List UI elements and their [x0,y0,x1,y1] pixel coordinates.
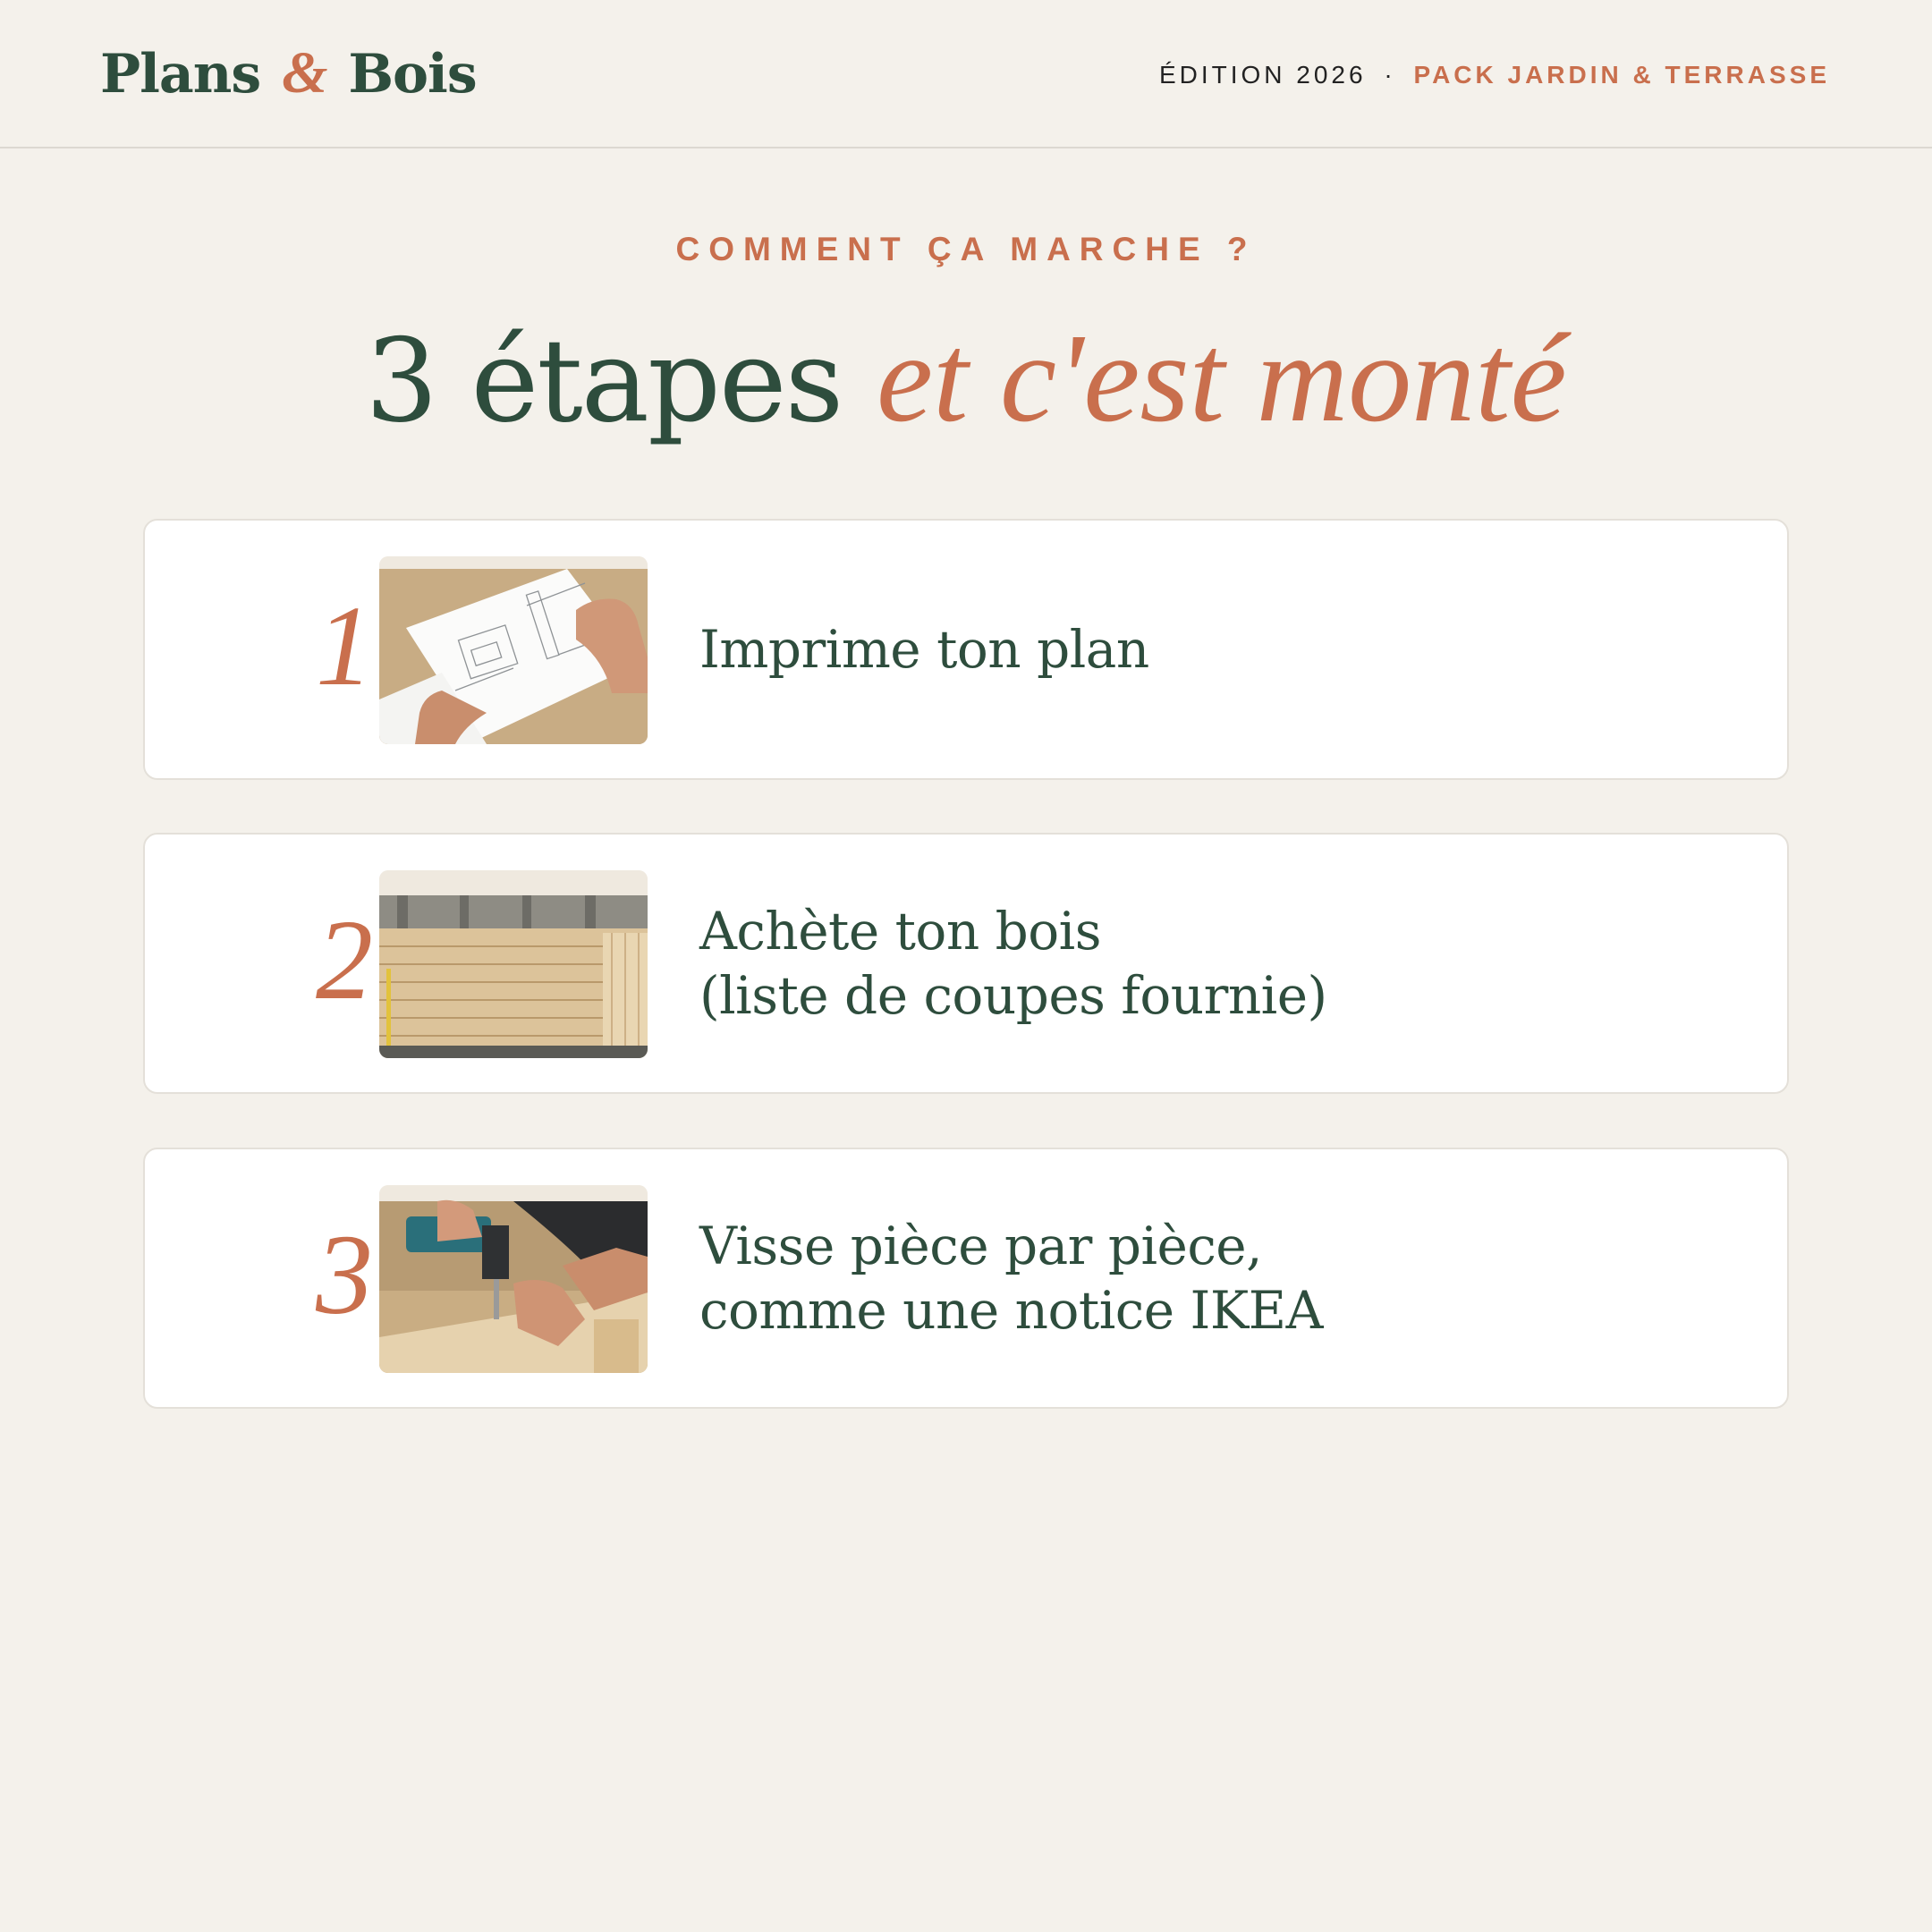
lumber-stack-photo [379,870,648,1058]
page-title [0,304,1932,451]
step-number: 3 [316,1211,373,1338]
brand-ampersand: & [282,40,327,106]
edition-label: ÉDITION 2026 [1158,61,1367,89]
blueprint-photo [379,556,648,744]
step-text: Achète ton bois (liste de coupes fournie) [699,901,1327,1026]
edition-info [1159,61,1830,89]
step-number: 1 [316,582,373,709]
brand-name-left: Plans [100,43,261,106]
step-card-2 [143,833,1789,1094]
top-bar [0,0,1932,148]
section-kicker: COMMENT ÇA MARCHE ? [675,231,1257,267]
brand-name-right: Bois [348,43,477,106]
edition-separator: · [1384,61,1396,89]
step-card-3 [143,1148,1789,1409]
title-accent: et c'est monté [877,307,1567,448]
title-main: 3 étapes [365,315,843,448]
pack-label: PACK JARDIN & TERRASSE [1413,61,1830,89]
step-card-1 [143,519,1789,780]
step-text: Imprime ton plan [699,619,1149,680]
step-number: 2 [316,896,373,1023]
step-text: Visse pièce par pièce, comme une notice IKEA [699,1216,1323,1341]
brand-logo[interactable] [100,39,477,107]
drilling-photo [379,1185,648,1373]
